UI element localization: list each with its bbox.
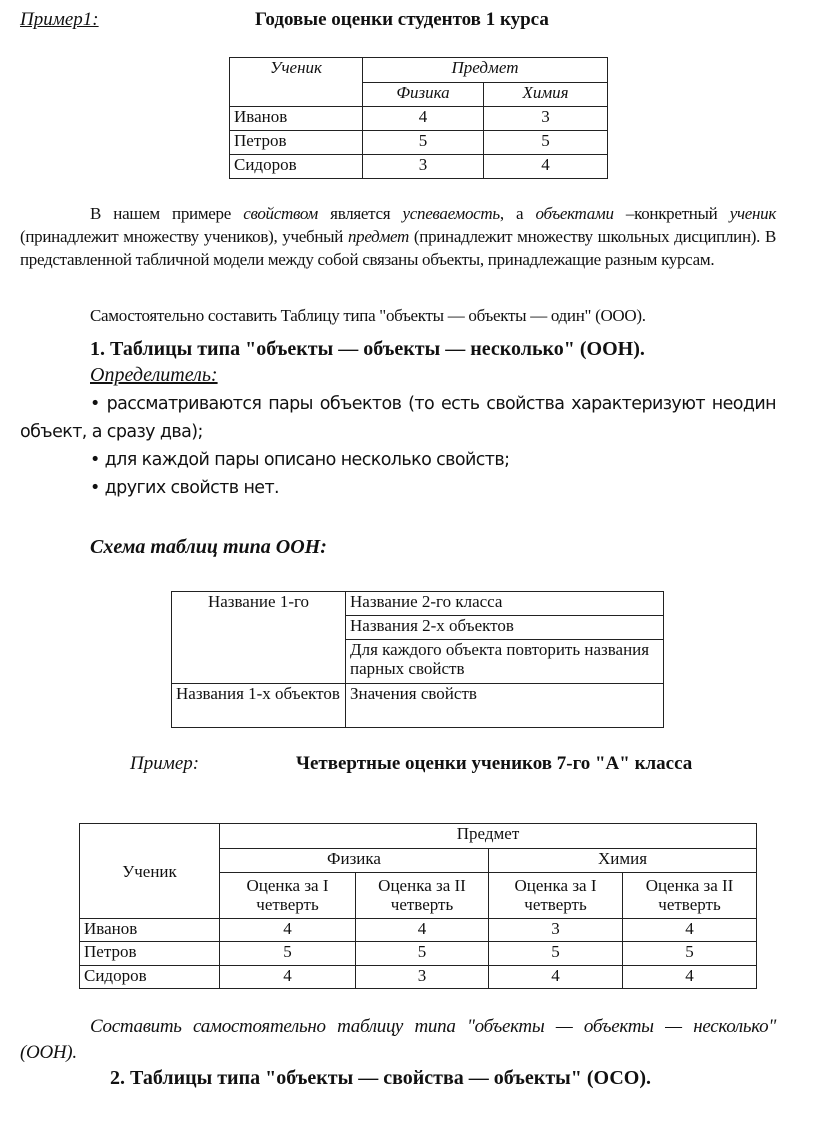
- example-label: Пример1:: [20, 9, 99, 30]
- explanation-paragraph: [20, 202, 776, 271]
- grade-cell: 3: [484, 107, 608, 131]
- grade-cell: 5: [623, 942, 757, 966]
- student-name: Петров: [230, 131, 363, 155]
- grade-cell: 4: [356, 919, 489, 942]
- grade-cell: 5: [356, 942, 489, 966]
- emphasized-term: предмет: [347, 227, 410, 246]
- header-quarter: Оценка за II четверть: [623, 873, 757, 919]
- scheme-objects-1: Названия 1-х объектов: [172, 684, 346, 728]
- section-1-heading: 1. Таблицы типа "объекты — объекты — несколько" (ООН).: [90, 338, 645, 360]
- bullet-item: • рассматриваются пары объектов (то есть свойства характеризуют неодин объект, а сразу два);: [20, 394, 776, 442]
- paragraph-text: (принадлежит множеству школьных дисциплин). В представленной табличной модели между собой связаны объекты, принадлежащие разным курсам.: [20, 227, 776, 269]
- example-title: Годовые оценки студентов 1 курса: [255, 9, 549, 30]
- grade-cell: 4: [623, 919, 757, 942]
- grade-cell: 4: [220, 919, 356, 942]
- table-row: [230, 131, 608, 155]
- grades-table-1: [229, 57, 608, 179]
- grade-cell: 4: [484, 155, 608, 179]
- grade-cell: 5: [363, 131, 484, 155]
- grade-cell: 5: [220, 942, 356, 966]
- scheme-values: Значения свойств: [346, 684, 664, 728]
- header-chemistry: Химия: [489, 849, 757, 873]
- emphasized-term: успеваемость: [402, 204, 500, 223]
- table-row: [230, 107, 608, 131]
- grades-table-2: [79, 823, 757, 989]
- header-subject: Предмет: [220, 824, 757, 849]
- grade-cell: 5: [484, 131, 608, 155]
- definer-label: Определитель:: [90, 364, 218, 386]
- header-quarter: Оценка за II четверть: [356, 873, 489, 919]
- header-physics: Физика: [363, 83, 484, 107]
- grade-cell: 4: [220, 966, 356, 989]
- emphasized-term: ученик: [729, 204, 776, 223]
- student-name: Петров: [80, 942, 220, 966]
- header-student: Ученик: [230, 58, 363, 107]
- table-row: [80, 919, 757, 942]
- paragraph-text: –конкретный: [613, 204, 730, 223]
- scheme-title: Схема таблиц типа ООН:: [90, 536, 327, 558]
- grade-cell: 4: [489, 966, 623, 989]
- grade-cell: 3: [363, 155, 484, 179]
- student-name: Сидоров: [230, 155, 363, 179]
- bullet-item: • для каждой пары описано несколько свойств;: [90, 450, 510, 470]
- table-row: [80, 942, 757, 966]
- header-quarter: Оценка за I четверть: [220, 873, 356, 919]
- table-row: [230, 155, 608, 179]
- grade-cell: 3: [489, 919, 623, 942]
- grade-cell: 3: [356, 966, 489, 989]
- table-row: [80, 966, 757, 989]
- grade-cell: 4: [363, 107, 484, 131]
- paragraph-text: , а: [499, 204, 536, 223]
- header-physics: Физика: [220, 849, 489, 873]
- paragraph-text: В нашем примере: [90, 204, 244, 223]
- scheme-name-1: Название 1-го: [172, 592, 346, 684]
- paragraph-text: является: [317, 204, 403, 223]
- scheme-class-2: Название 2-го класса: [346, 592, 664, 616]
- scheme-repeat: Для каждого объекта повторить названия парных свойств: [346, 640, 664, 684]
- task-ooo: Самостоятельно составить Таблицу типа "объекты — объекты — один" (ООО).: [90, 306, 646, 325]
- emphasized-term: объектами: [535, 204, 614, 223]
- paragraph-text: (принадлежит множеству учеников), учебный: [20, 227, 348, 246]
- ooh-scheme-table: [171, 591, 664, 728]
- task-ooh: Составить самостоятельно таблицу типа "объекты — объекты — несколько" (ООН).: [20, 1016, 776, 1063]
- header-quarter: Оценка за I четверть: [489, 873, 623, 919]
- scheme-objects-2: Названия 2-х объектов: [346, 616, 664, 640]
- header-student: Ученик: [80, 824, 220, 919]
- student-name: Иванов: [230, 107, 363, 131]
- section-2-heading: 2. Таблицы типа "объекты — свойства — объекты" (ОСО).: [110, 1067, 651, 1089]
- example-2-title: Четвертные оценки учеников 7-го "А" класса: [296, 753, 693, 774]
- emphasized-term: свойством: [243, 204, 318, 223]
- grade-cell: 5: [489, 942, 623, 966]
- header-chemistry: Химия: [484, 83, 608, 107]
- student-name: Сидоров: [80, 966, 220, 989]
- grade-cell: 4: [623, 966, 757, 989]
- bullet-item: • других свойств нет.: [90, 478, 280, 498]
- header-subject: Предмет: [363, 58, 608, 83]
- example-2-label: Пример:: [130, 753, 200, 774]
- student-name: Иванов: [80, 919, 220, 942]
